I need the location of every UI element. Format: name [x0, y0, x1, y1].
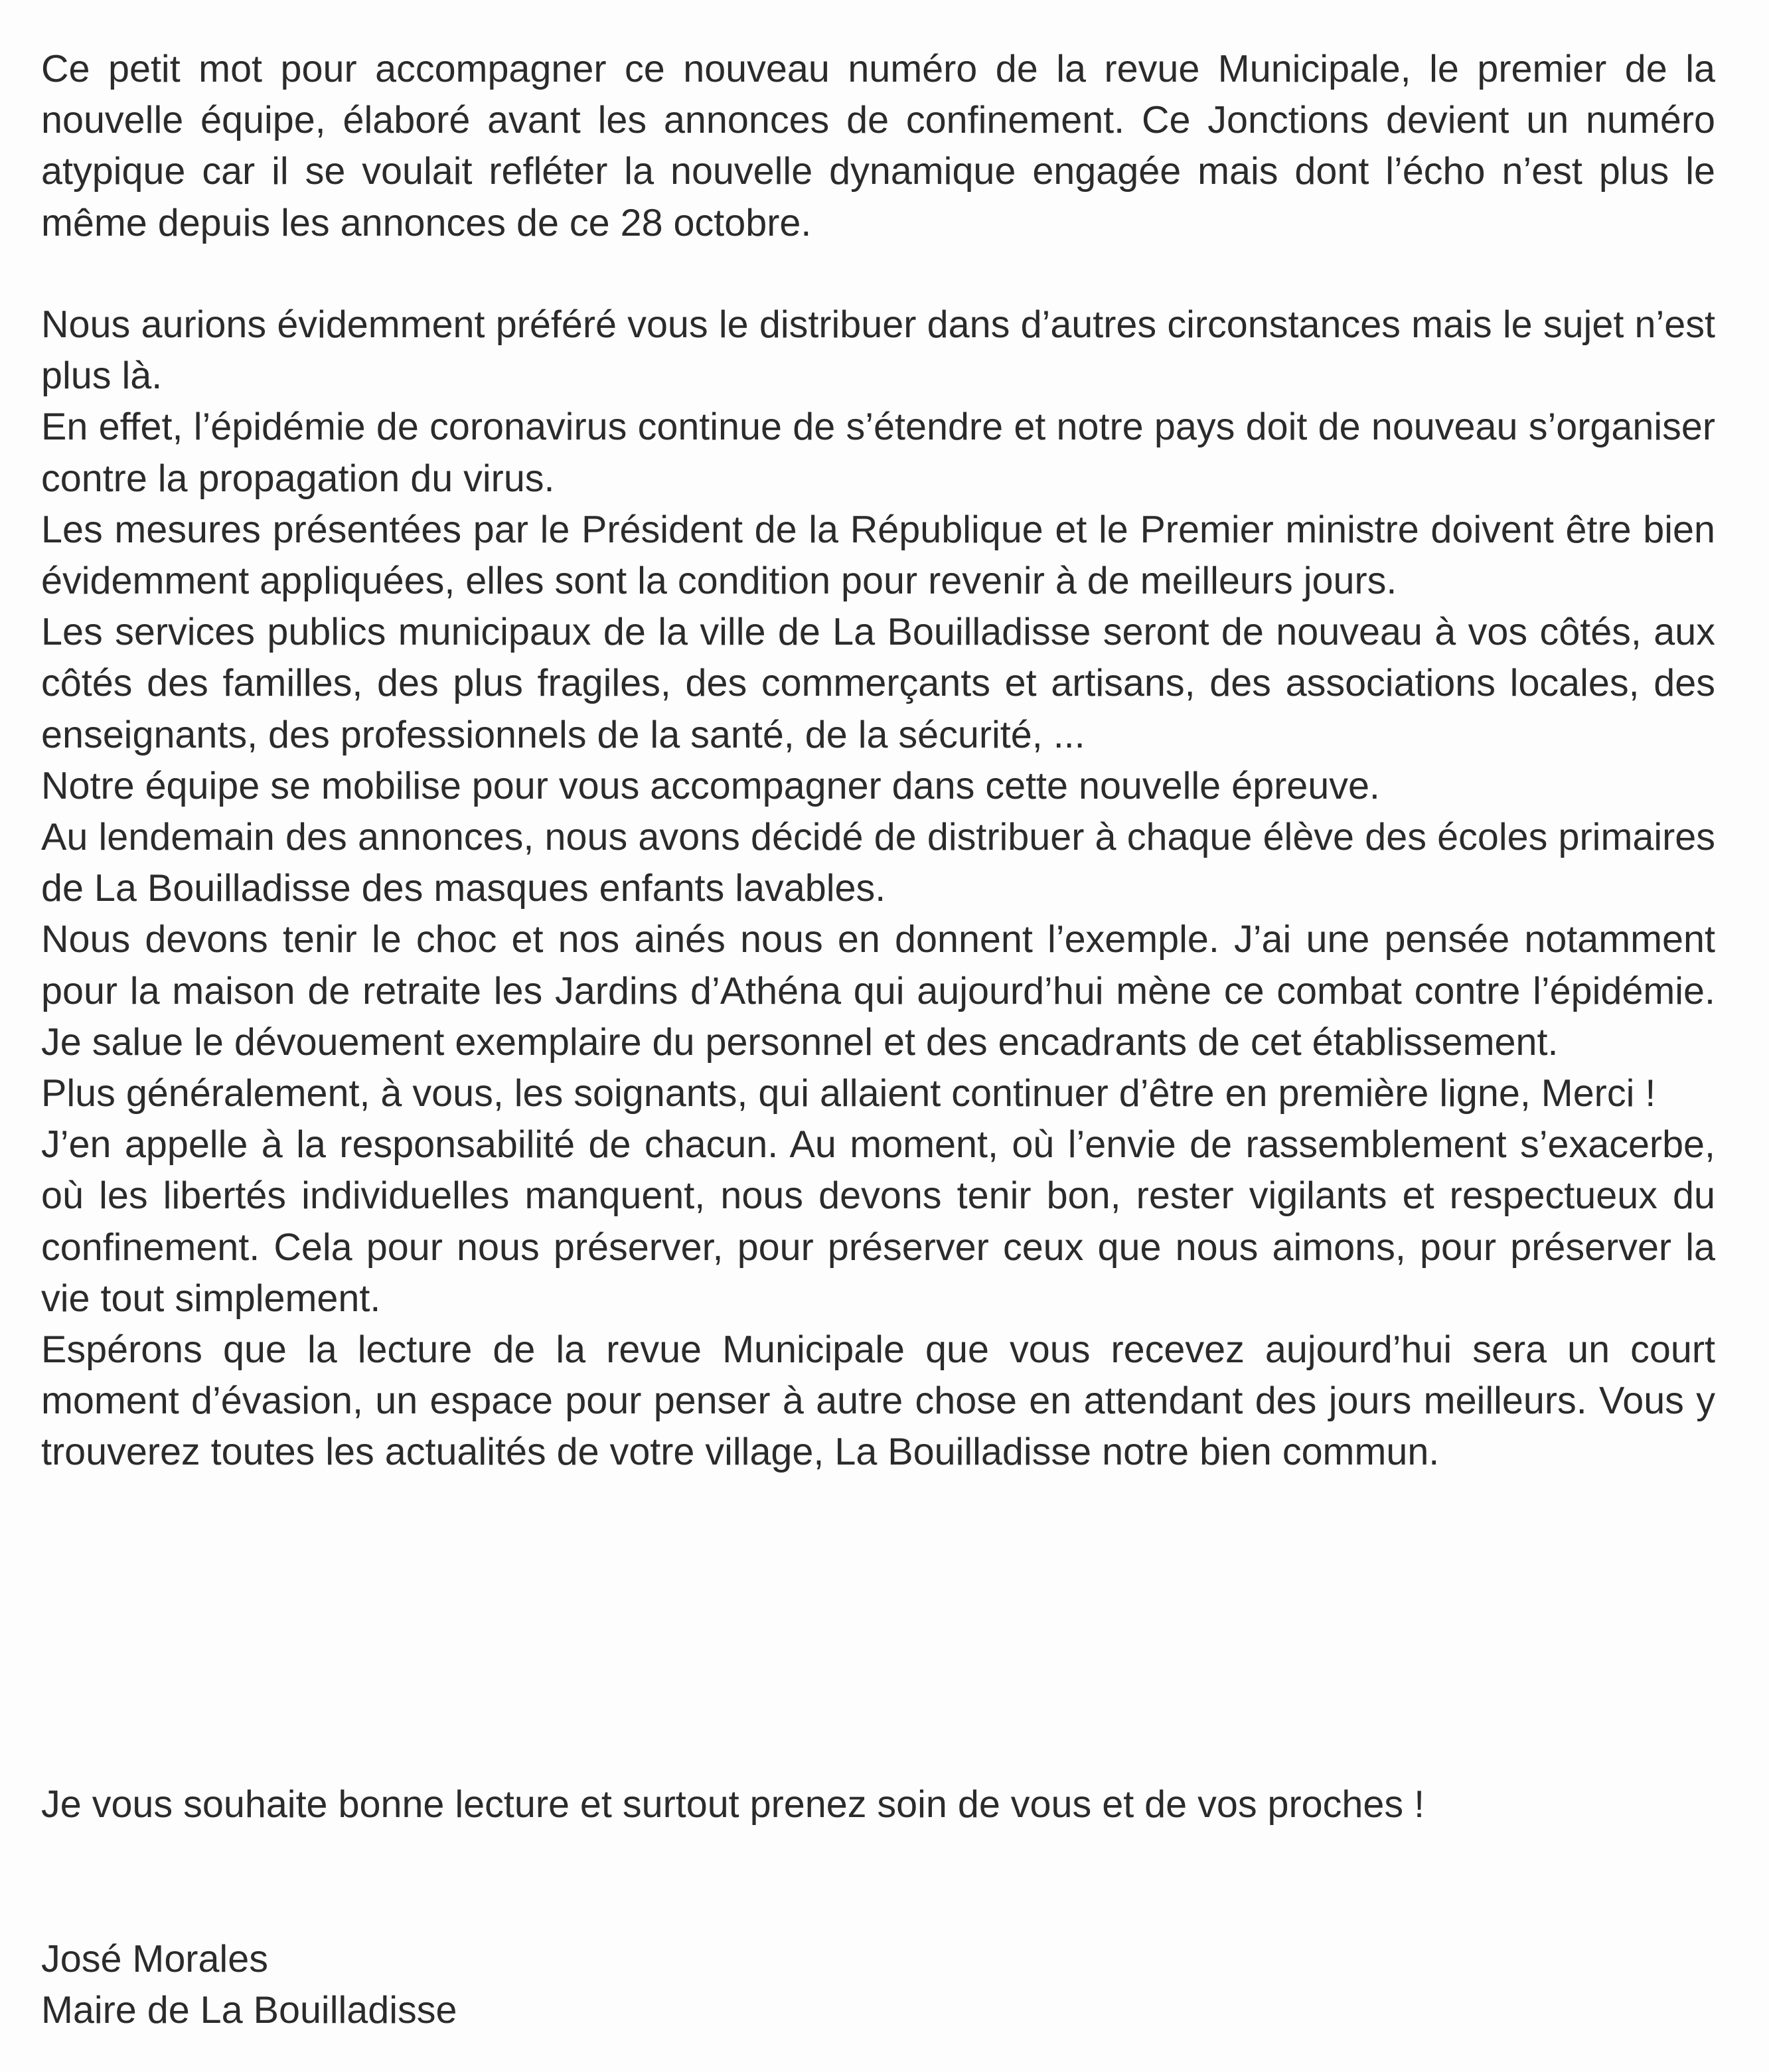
body-paragraph: Les services publics municipaux de la ville de La Bouilladisse seront de nouveau à vos côtés, aux côtés des familles, des plus fragiles, des commerçants et artisans, des associations locales, des enseignants, des professionnels de la santé, de la sécurité, ... — [41, 611, 1715, 756]
body-paragraph: Nous aurions évidemment préféré vous le distribuer dans d’autres circonstances mais le sujet n’est plus là. — [41, 303, 1715, 398]
body-paragraph: Notre équipe se mobilise pour vous accompagner dans cette nouvelle épreuve. — [41, 764, 1380, 807]
intro-paragraph: Ce petit mot pour accompagner ce nouveau numéro de la revue Municipale, le premier de la nouvelle équipe, élaboré avant les annonces de confinement. Ce Jonctions devient un numéro atypique car il se voulait refléter la nouvelle dynamique engagée mais dont l’écho n’est plus le même depuis les annonces de ce 28 octobre. — [41, 48, 1715, 244]
signatory-title: Maire de La Bouilladisse — [41, 1989, 457, 2032]
body-paragraph: En effet, l’épidémie de coronavirus continue de s’étendre et notre pays doit de nouveau s’organiser contre la propagation du virus. — [41, 406, 1715, 500]
signatory-name: José Morales — [41, 1938, 268, 1980]
body-paragraph: Plus généralement, à vous, les soignants, qui allaient continuer d’être en première ligne, Merci ! — [41, 1072, 1656, 1115]
closing-line: Je vous souhaite bonne lecture et surtout prenez soin de vous et de vos proches ! — [41, 1783, 1425, 1826]
closing-section — [41, 1779, 1715, 1830]
signature-block — [41, 1934, 1715, 2036]
body-paragraph: Au lendemain des annonces, nous avons décidé de distribuer à chaque élève des écoles primaires de La Bouilladisse des masques enfants lavables. — [41, 816, 1715, 910]
intro-section — [41, 44, 1715, 249]
body-paragraph: J’en appelle à la responsabilité de chacun. Au moment, où l’envie de rassemblement s’exacerbe, où les libertés individuelles manquent, nous devons tenir bon, rester vigilants et respectueux du confinement. Cela pour nous préserver, pour préserver ceux que nous aimons, pour préserver la vie tout simplement. — [41, 1123, 1715, 1320]
body-paragraph: Nous devons tenir le choc et nos ainés nous en donnent l’exemple. J’ai une pensée notamment pour la maison de retraite les Jardins d’Athéna qui aujourd’hui mène ce combat contre l’épidémie. Je salue le dévouement exemplaire du personnel et des encadrants de cet établissement. — [41, 918, 1715, 1064]
letter-body — [41, 299, 1715, 1478]
body-paragraph: Les mesures présentées par le Président de la République et le Premier ministre doivent être bien évidemment appliquées, elles sont la condition pour revenir à de meilleurs jours. — [41, 508, 1715, 603]
body-paragraph: Espérons que la lecture de la revue Municipale que vous recevez aujourd’hui sera un court moment d’évasion, un espace pour penser à autre chose en attendant des jours meilleurs. Vous y trouverez toutes les actualités de votre village, La Bouilladisse notre bien commun. — [41, 1328, 1715, 1474]
